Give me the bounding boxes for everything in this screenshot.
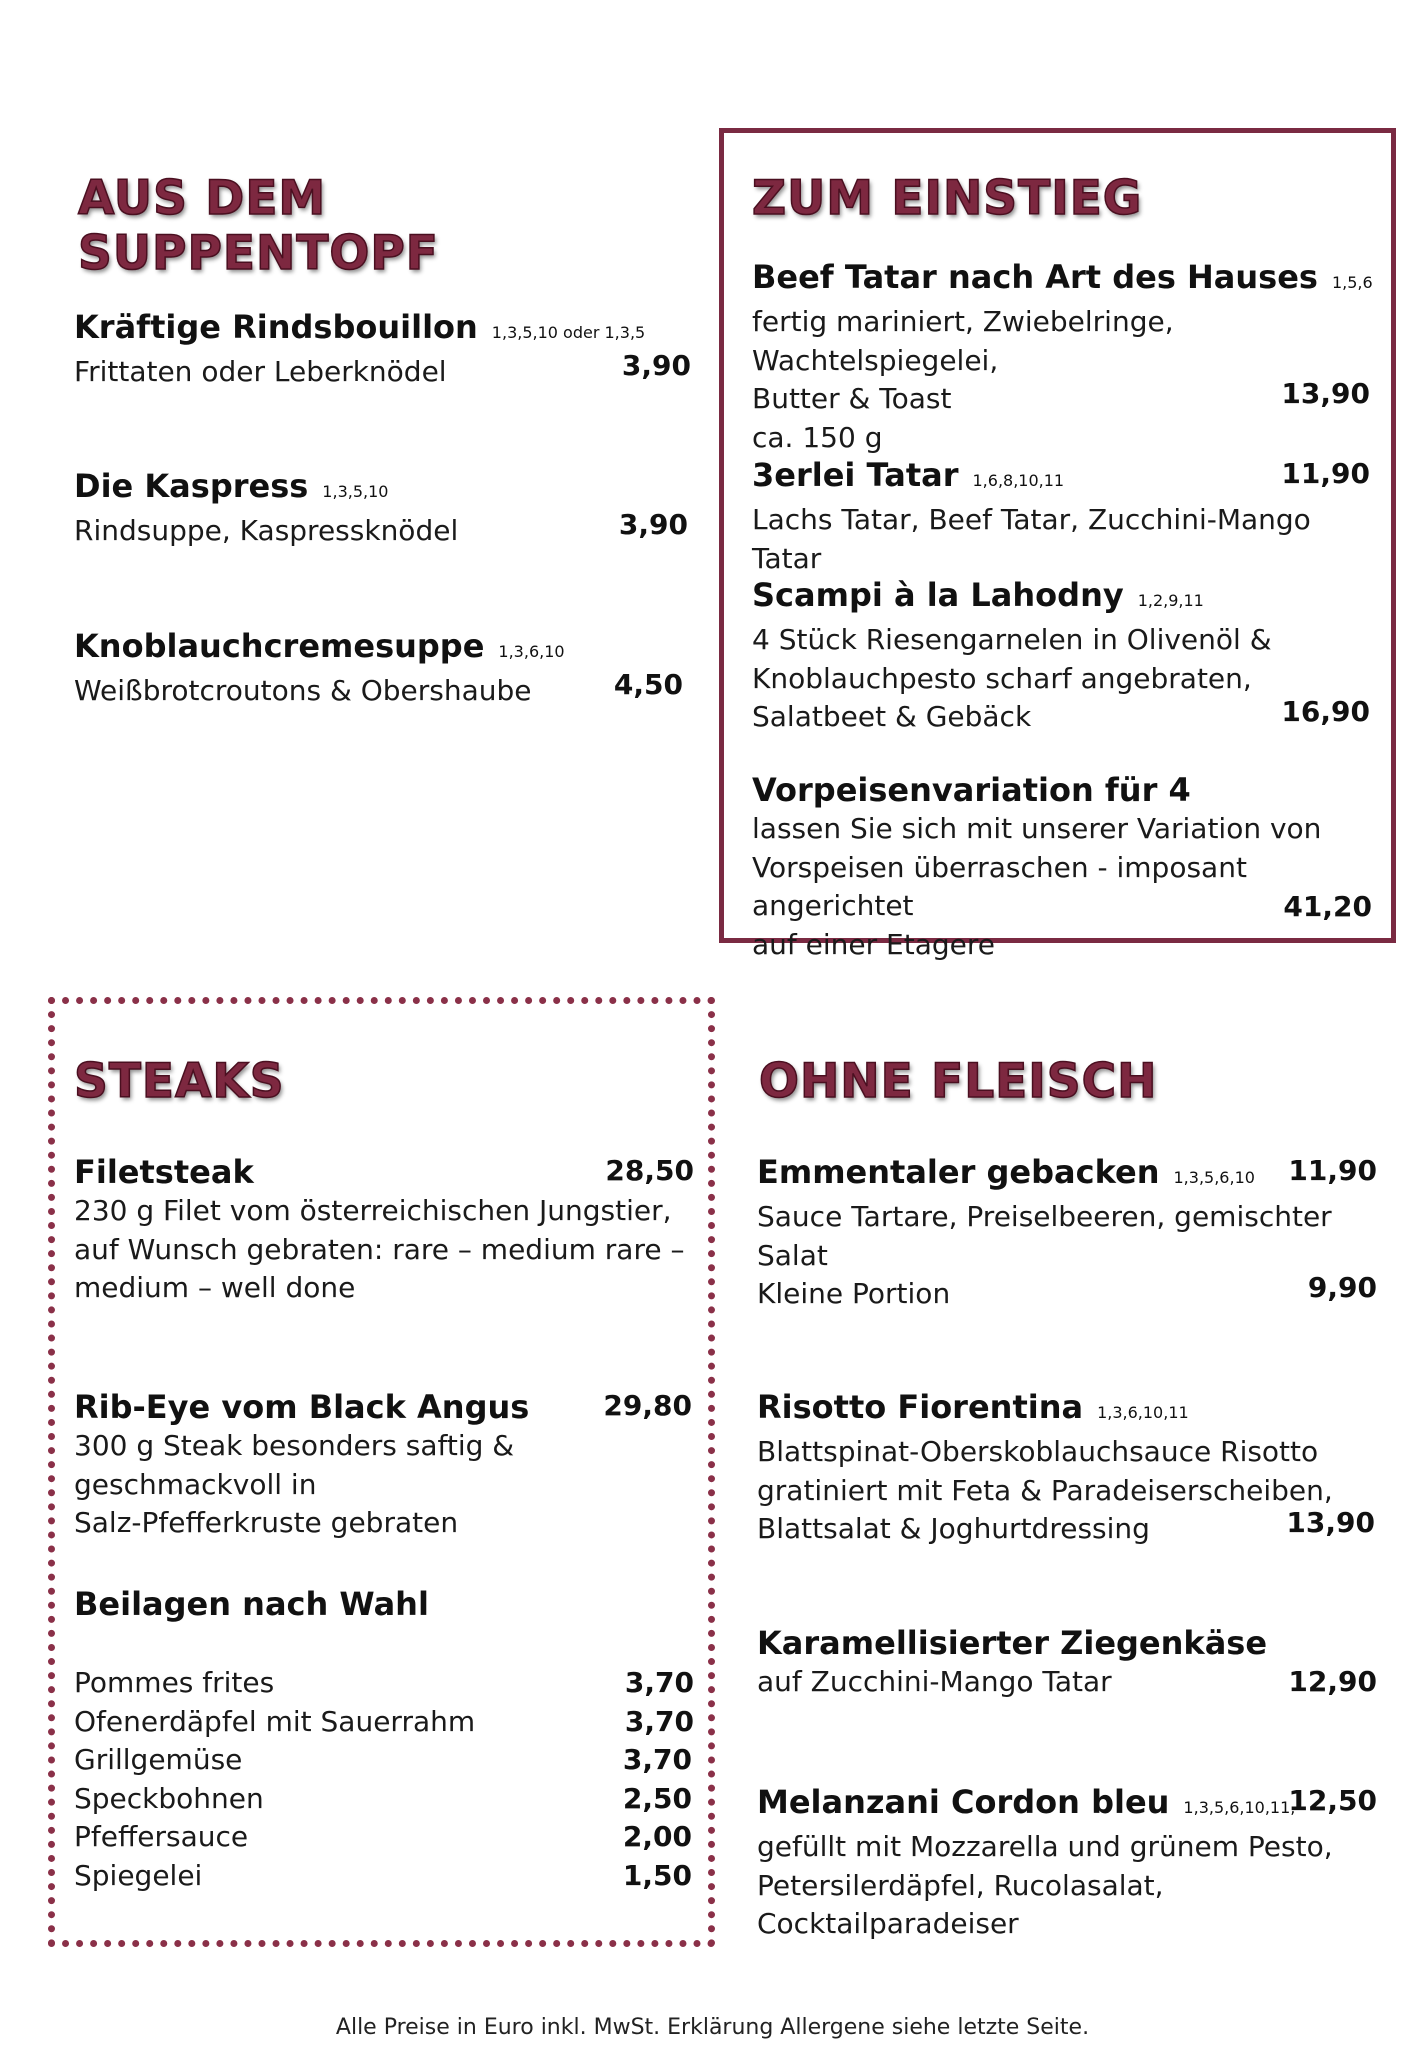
item-price: 3,90 (618, 508, 688, 541)
section-title-steaks: STEAKS (74, 1054, 285, 1109)
item-desc-line: Vorspeisen überraschen - imposant angerichtet (752, 850, 1247, 922)
side-name: Ofenerdäpfel mit Sauerrahm (74, 1704, 476, 1738)
item-desc-line: auf Zucchini-Mango Tatar (757, 1665, 1112, 1698)
section-title-ohne-fleisch: OHNE FLEISCH (759, 1054, 1158, 1109)
item-desc-line: gefüllt mit Mozzarella und grünem Pesto, (757, 1830, 1333, 1863)
item-desc-line: 4 Stück Riesengarnelen in Olivenöl & (752, 623, 1272, 656)
item-desc-line: medium – well done (74, 1271, 356, 1304)
item-price: 4,50 (613, 668, 683, 701)
menu-item (757, 1387, 1377, 1549)
item-desc-line: 230 g Filet vom österreichischen Jungstier, (74, 1194, 672, 1227)
item-desc-line: Sauce Tartare, Preiselbeeren, gemischter (757, 1200, 1332, 1233)
item-price: 12,50 (1288, 1784, 1377, 1817)
item-name: Karamellisierter Ziegenkäse (757, 1624, 1268, 1662)
item-allergens: 1,2,9,11 (1137, 591, 1204, 610)
item-name: Filetsteak (74, 1153, 254, 1191)
item-desc-line: Salz-Pfefferkruste gebraten (74, 1506, 459, 1539)
item-name: Vorpeisenvariation für 4 (752, 771, 1191, 809)
side-row (74, 1741, 694, 1780)
item-name: Kräftige Rindsbouillon (74, 308, 478, 346)
item-name: 3erlei Tatar (752, 456, 959, 494)
side-row (74, 1664, 694, 1703)
item-desc-line: auf Wunsch gebraten: rare – medium rare – (74, 1232, 685, 1266)
section-suppentopf (74, 165, 691, 725)
item-desc-line: Blattsalat & Joghurtdressing (757, 1512, 1150, 1545)
side-name: Pfeffersauce (74, 1820, 249, 1853)
item-name: Scampi à la Lahodny (752, 576, 1124, 614)
side-row (74, 1780, 694, 1819)
section-title-suppentopf: AUS DEM SUPPENTOPF (78, 171, 439, 281)
section-title-einstieg: ZUM EINSTIEG (752, 171, 1143, 226)
side-price: 3,70 (624, 1666, 694, 1699)
item-allergens: 1,3,5,10 oder 1,3,5 (491, 323, 646, 342)
menu-item (752, 770, 1372, 964)
item-price: 3,90 (621, 349, 691, 382)
item-price: 13,90 (1281, 377, 1370, 410)
item-name: Knoblauchcremesuppe (74, 627, 485, 665)
footer-note: Alle Preise in Euro inkl. MwSt. Erklärung Allergene siehe letzte Seite. (335, 2015, 1090, 2040)
menu-item (74, 466, 691, 551)
menu-item (757, 1152, 1377, 1314)
menu-item (752, 257, 1372, 457)
item-desc-line: Butter & Toast (752, 382, 952, 415)
side-price: 3,70 (624, 1704, 694, 1738)
item-price: 16,90 (1281, 695, 1370, 728)
menu-item (752, 455, 1372, 578)
section-steaks (74, 1048, 694, 1928)
item-price: 41,20 (1283, 890, 1372, 923)
menu-item (752, 575, 1372, 737)
side-row (74, 1857, 694, 1896)
item-price: 11,90 (1288, 1154, 1377, 1187)
menu-item (74, 626, 691, 711)
item-desc: Frittaten oder Leberknödel (74, 355, 447, 388)
item-name: Risotto Fiorentina (757, 1388, 1084, 1426)
side-price: 3,70 (622, 1743, 692, 1776)
side-name: Spiegelei (74, 1858, 203, 1892)
item-price: 29,80 (603, 1389, 692, 1422)
item-allergens: 1,3,6,10,11 (1097, 1403, 1189, 1422)
item-desc-line: lassen Sie sich mit unserer Variation von (752, 812, 1322, 845)
section-einstieg (752, 165, 1373, 961)
side-row (74, 1818, 694, 1857)
item-price: 13,90 (1286, 1506, 1375, 1539)
item-allergens: 1,3,5,6,10,11, (1183, 1798, 1296, 1817)
item-allergens: 1,6,8,10,11 (972, 471, 1065, 490)
item-desc-line: Petersilerdäpfel, Rucolasalat, Cocktailparadeiser (757, 1868, 1164, 1940)
sides-title: Beilagen nach Wahl (74, 1585, 429, 1623)
side-name: Grillgemüse (74, 1743, 243, 1776)
side-price: 2,50 (622, 1781, 692, 1815)
item-desc-line: fertig mariniert, Zwiebelringe, Wachtelspiegelei, (752, 305, 1174, 377)
item-name: Melanzani Cordon bleu (757, 1783, 1170, 1821)
item-name: Beef Tatar nach Art des Hauses (752, 258, 1318, 296)
item-allergens: 1,3,5,6,10 (1173, 1168, 1255, 1187)
item-desc-line: 300 g Steak besonders saftig & geschmackvoll in (74, 1429, 515, 1501)
side-price: 2,00 (622, 1820, 692, 1853)
menu-item (74, 307, 691, 392)
menu-item (757, 1782, 1377, 1944)
item-allergens: 1,3,5,10 (322, 482, 389, 501)
item-desc-line: Salatbeet & Gebäck (752, 700, 1032, 733)
item-desc-line: gratiniert mit Feta & Paradeiserscheiben, (757, 1473, 1333, 1507)
menu-item (74, 1152, 694, 1308)
item-desc-line: Lachs Tatar, Beef Tatar, Zucchini-Mango Tatar (752, 503, 1311, 575)
item-desc-line: Knoblauchpesto scharf angebraten, (752, 661, 1252, 695)
item-allergens: 1,5,6 (1331, 273, 1373, 292)
item-desc-line: Blattspinat-Oberskoblauchsauce Risotto (757, 1435, 1319, 1468)
item-desc: Weißbrotcroutons & Obershaube (74, 674, 532, 707)
item-name: Rib-Eye vom Black Angus (74, 1388, 530, 1426)
item-price: 12,90 (1288, 1665, 1377, 1698)
side-name: Speckbohnen (74, 1781, 264, 1815)
side-name: Pommes frites (74, 1666, 275, 1699)
item-name: Emmentaler gebacken (757, 1153, 1160, 1191)
item-name: Die Kaspress (74, 467, 309, 505)
section-ohne-fleisch (757, 1048, 1377, 1940)
item-price-small: 9,90 (1307, 1271, 1377, 1304)
item-desc-line: auf einer Etagere (752, 927, 996, 961)
item-desc-line: Salat (757, 1238, 828, 1272)
item-desc-line: ca. 150 g (752, 420, 883, 454)
item-desc-line: Kleine Portion (757, 1277, 951, 1310)
menu-item (757, 1623, 1377, 1702)
menu-item (74, 1387, 694, 1543)
side-price: 1,50 (622, 1858, 692, 1892)
item-desc: Rindsuppe, Kaspressknödel (74, 514, 459, 547)
item-price: 28,50 (605, 1154, 694, 1187)
item-allergens: 1,3,6,10 (498, 642, 565, 661)
side-row (74, 1703, 694, 1742)
item-price: 11,90 (1281, 457, 1370, 490)
